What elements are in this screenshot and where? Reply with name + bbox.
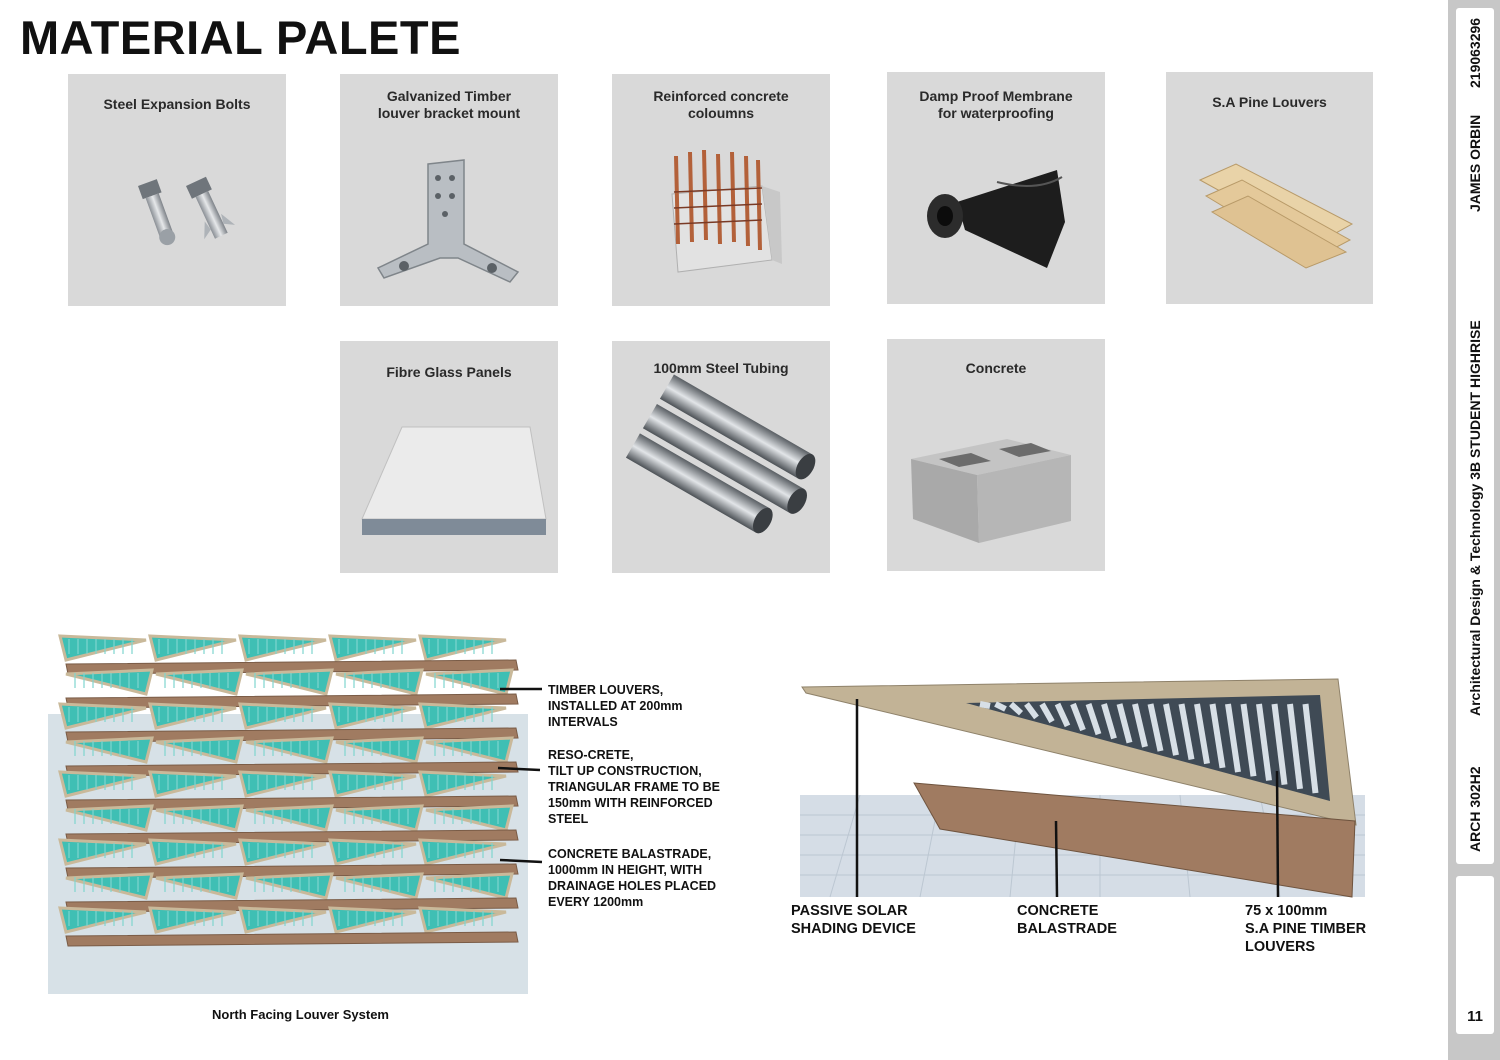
material-label: Steel Expansion Bolts <box>103 96 251 112</box>
louver-panel <box>336 670 422 694</box>
page-title: MATERIAL PALETE <box>20 11 461 64</box>
label-pine-timber-louvers: 75 x 100mm S.A PINE TIMBER LOUVERS <box>1245 903 1367 955</box>
louver-panel <box>240 636 326 660</box>
material-card-steel-expansion-bolts <box>68 74 286 306</box>
louver-panel <box>60 636 146 660</box>
material-label: Galvanized Timber louver bracket mount <box>377 88 521 121</box>
expansion-bolts-icon <box>68 74 286 306</box>
shading-device-render <box>800 665 1368 899</box>
material-card-reinforced-concrete <box>612 74 830 306</box>
course-name: Architectural Design & Technology 3B <box>1467 461 1483 716</box>
annotation-concrete-balastrade: CONCRETE BALASTRADE, 1000mm IN HEIGHT, WITH DRAINAGE HOLES PLACED EVERY 1200mm <box>548 847 717 909</box>
material-card-concrete <box>887 339 1105 571</box>
material-label: 100mm Steel Tubing <box>653 360 789 376</box>
concrete-block-icon <box>887 339 1105 571</box>
material-label: Fibre Glass Panels <box>386 364 512 380</box>
project-name: STUDENT HIGHRISE <box>1467 320 1483 458</box>
label-concrete-balastrade: CONCRETE BALASTRADE <box>1017 903 1117 937</box>
material-card-sa-pine-louvers <box>1166 72 1373 304</box>
louver-system-caption: North Facing Louver System <box>212 1007 389 1022</box>
annotation-leader-lines <box>430 680 550 880</box>
material-label: Reinforced concrete coloumns <box>653 88 789 121</box>
membrane-roll-icon <box>887 72 1105 304</box>
louver-panel <box>330 636 416 660</box>
material-label: Concrete <box>965 360 1027 376</box>
steel-tubes-icon <box>612 341 830 573</box>
student-number: 219063296 <box>1467 17 1483 88</box>
label-passive-solar-shading: PASSIVE SOLAR SHADING DEVICE <box>791 903 916 937</box>
material-label: Damp Proof Membrane for waterproofing <box>919 88 1073 121</box>
course-code: ARCH 302H2 <box>1467 766 1483 852</box>
timber-slat <box>980 704 990 706</box>
material-card-steel-tubing <box>612 341 830 573</box>
rebar-column-icon <box>612 74 830 306</box>
louver-panel <box>150 636 236 660</box>
student-name: JAMES ORBIN <box>1467 114 1483 212</box>
material-card-galvanized-bracket <box>340 74 558 306</box>
material-card-damp-proof-membrane <box>887 72 1105 304</box>
louver-panel <box>420 636 506 660</box>
page-number: 11 <box>1467 1008 1483 1025</box>
annotation-reso-crete: RESO-CRETE, TILT UP CONSTRUCTION, TRIANGULAR FRAME TO BE 150mm WITH REINFORCED STEEL <box>548 748 720 826</box>
material-label: S.A Pine Louvers <box>1212 94 1327 110</box>
material-card-fibre-glass <box>340 341 558 573</box>
louver-panel <box>156 670 242 694</box>
louver-panel <box>66 670 152 694</box>
bracket-mount-icon <box>340 74 558 306</box>
louver-panel <box>246 670 332 694</box>
pine-planks-icon <box>1166 72 1373 304</box>
annotation-timber-louvers: TIMBER LOUVERS, INSTALLED AT 200mm INTERVALS <box>548 683 683 729</box>
fibreglass-panel-icon <box>340 341 558 573</box>
